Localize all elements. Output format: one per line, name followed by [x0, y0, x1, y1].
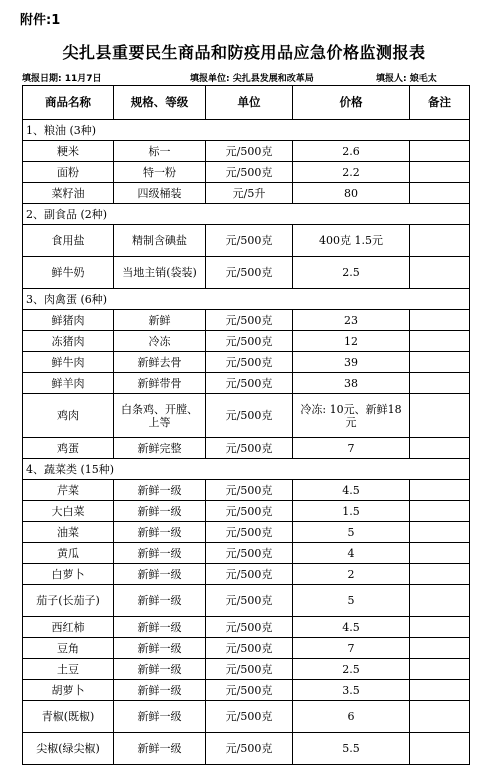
unit-cell: 元/500克	[206, 352, 293, 373]
unit-cell: 元/500克	[206, 585, 293, 617]
spec-cell: 特一粉	[114, 162, 206, 183]
table-row	[23, 617, 470, 638]
section-row	[23, 204, 470, 225]
unit-cell: 元/500克	[206, 331, 293, 352]
product-name-cell: 粳米	[23, 141, 114, 162]
price-cell: 23	[293, 310, 410, 331]
remark-cell	[410, 373, 470, 394]
fill-unit: 填报单位: 尖扎县发展和改革局	[190, 74, 314, 84]
remark-cell	[410, 733, 470, 765]
section-title: 1、粮油 (3种)	[23, 120, 470, 141]
product-name-cell: 尖椒(绿尖椒)	[23, 733, 114, 765]
spec-cell: 精制含碘盐	[114, 225, 206, 257]
product-name-cell: 面粉	[23, 162, 114, 183]
spec-cell: 新鲜一级	[114, 659, 206, 680]
price-cell: 80	[293, 183, 410, 204]
unit-cell: 元/500克	[206, 564, 293, 585]
table-header-row	[23, 86, 470, 120]
unit-cell: 元/5升	[206, 183, 293, 204]
header-spec-grade: 规格、等级	[114, 86, 206, 120]
table-row	[23, 257, 470, 289]
product-name-cell: 鸡蛋	[23, 438, 114, 459]
table-row	[23, 438, 470, 459]
table-row	[23, 733, 470, 765]
price-cell: 4.5	[293, 617, 410, 638]
spec-cell: 新鲜一级	[114, 585, 206, 617]
spec-cell: 冷冻	[114, 331, 206, 352]
price-cell: 2	[293, 564, 410, 585]
remark-cell	[410, 162, 470, 183]
price-cell: 6	[293, 701, 410, 733]
product-name-cell: 菜籽油	[23, 183, 114, 204]
unit-cell: 元/500克	[206, 701, 293, 733]
table-row	[23, 162, 470, 183]
table-row	[23, 701, 470, 733]
remark-cell	[410, 522, 470, 543]
spec-cell: 新鲜一级	[114, 701, 206, 733]
product-name-cell: 鲜羊肉	[23, 373, 114, 394]
product-name-cell: 茄子(长茄子)	[23, 585, 114, 617]
unit-cell: 元/500克	[206, 659, 293, 680]
spec-cell: 新鲜	[114, 310, 206, 331]
remark-cell	[410, 331, 470, 352]
price-cell: 2.5	[293, 257, 410, 289]
table-row	[23, 585, 470, 617]
spec-cell: 新鲜去骨	[114, 352, 206, 373]
report-title: 尖扎县重要民生商品和防疫用品应急价格监测报表	[62, 43, 426, 62]
section-title: 2、副食品 (2种)	[23, 204, 470, 225]
remark-cell	[410, 480, 470, 501]
spec-cell: 新鲜完整	[114, 438, 206, 459]
fill-date: 填报日期: 11月7日	[22, 74, 102, 84]
table-row	[23, 394, 470, 438]
product-name-cell: 白萝卜	[23, 564, 114, 585]
remark-cell	[410, 680, 470, 701]
remark-cell	[410, 438, 470, 459]
price-cell: 2.5	[293, 659, 410, 680]
section-row	[23, 459, 470, 480]
unit-cell: 元/500克	[206, 225, 293, 257]
spec-cell: 新鲜一级	[114, 680, 206, 701]
unit-cell: 元/500克	[206, 680, 293, 701]
remark-cell	[410, 352, 470, 373]
spec-cell: 当地主销(袋装)	[114, 257, 206, 289]
product-name-cell: 大白菜	[23, 501, 114, 522]
price-cell: 冷冻: 10元、新鲜18元	[293, 394, 410, 438]
product-name-cell: 鲜牛奶	[23, 257, 114, 289]
header-unit: 单位	[206, 86, 293, 120]
price-cell: 4	[293, 543, 410, 564]
table-row	[23, 310, 470, 331]
unit-cell: 元/500克	[206, 373, 293, 394]
price-cell: 5	[293, 585, 410, 617]
price-cell: 2.2	[293, 162, 410, 183]
spec-cell: 新鲜一级	[114, 638, 206, 659]
product-name-cell: 冻猪肉	[23, 331, 114, 352]
spec-cell: 白条鸡、开膛、上等	[114, 394, 206, 438]
price-cell: 4.5	[293, 480, 410, 501]
unit-cell: 元/500克	[206, 257, 293, 289]
table-row	[23, 522, 470, 543]
remark-cell	[410, 394, 470, 438]
remark-cell	[410, 585, 470, 617]
remark-cell	[410, 701, 470, 733]
spec-cell: 新鲜一级	[114, 564, 206, 585]
spec-cell: 新鲜带骨	[114, 373, 206, 394]
filler-name: 填报人: 娘毛太	[376, 74, 437, 84]
unit-cell: 元/500克	[206, 438, 293, 459]
table-row	[23, 680, 470, 701]
price-cell: 5	[293, 522, 410, 543]
spec-cell: 新鲜一级	[114, 543, 206, 564]
product-name-cell: 黄瓜	[23, 543, 114, 564]
remark-cell	[410, 659, 470, 680]
table-row	[23, 543, 470, 564]
unit-cell: 元/500克	[206, 141, 293, 162]
price-cell: 12	[293, 331, 410, 352]
product-name-cell: 鸡肉	[23, 394, 114, 438]
price-cell: 3.5	[293, 680, 410, 701]
price-cell: 5.5	[293, 733, 410, 765]
unit-cell: 元/500克	[206, 310, 293, 331]
price-cell: 1.5	[293, 501, 410, 522]
spec-cell: 标一	[114, 141, 206, 162]
price-cell: 38	[293, 373, 410, 394]
unit-cell: 元/500克	[206, 480, 293, 501]
table-row	[23, 352, 470, 373]
section-row	[23, 289, 470, 310]
product-name-cell: 食用盐	[23, 225, 114, 257]
unit-cell: 元/500克	[206, 638, 293, 659]
unit-cell: 元/500克	[206, 162, 293, 183]
table-row	[23, 225, 470, 257]
product-name-cell: 青椒(既椒)	[23, 701, 114, 733]
table-row	[23, 141, 470, 162]
attachment-label: 附件:1	[20, 13, 61, 28]
header-product-name: 商品名称	[23, 86, 114, 120]
price-cell: 7	[293, 638, 410, 659]
price-cell: 7	[293, 438, 410, 459]
spec-cell: 新鲜一级	[114, 733, 206, 765]
section-row	[23, 120, 470, 141]
product-name-cell: 土豆	[23, 659, 114, 680]
table-row	[23, 331, 470, 352]
spec-cell: 新鲜一级	[114, 501, 206, 522]
unit-cell: 元/500克	[206, 501, 293, 522]
unit-cell: 元/500克	[206, 543, 293, 564]
spec-cell: 新鲜一级	[114, 522, 206, 543]
remark-cell	[410, 183, 470, 204]
unit-cell: 元/500克	[206, 733, 293, 765]
table-row	[23, 638, 470, 659]
unit-cell: 元/500克	[206, 617, 293, 638]
table-body	[23, 120, 470, 765]
price-cell: 400克 1.5元	[293, 225, 410, 257]
unit-cell: 元/500克	[206, 522, 293, 543]
price-cell: 2.6	[293, 141, 410, 162]
table-row	[23, 564, 470, 585]
header-remark: 备注	[410, 86, 470, 120]
price-table	[22, 85, 470, 765]
product-name-cell: 鲜牛肉	[23, 352, 114, 373]
price-cell: 39	[293, 352, 410, 373]
section-title: 3、肉禽蛋 (6种)	[23, 289, 470, 310]
product-name-cell: 油菜	[23, 522, 114, 543]
spec-cell: 新鲜一级	[114, 480, 206, 501]
table-row	[23, 501, 470, 522]
product-name-cell: 西红柿	[23, 617, 114, 638]
remark-cell	[410, 310, 470, 331]
unit-cell: 元/500克	[206, 394, 293, 438]
table-row	[23, 659, 470, 680]
product-name-cell: 胡萝卜	[23, 680, 114, 701]
remark-cell	[410, 141, 470, 162]
spec-cell: 新鲜一级	[114, 617, 206, 638]
product-name-cell: 豆角	[23, 638, 114, 659]
remark-cell	[410, 501, 470, 522]
table-row	[23, 480, 470, 501]
product-name-cell: 芹菜	[23, 480, 114, 501]
spec-cell: 四级桶装	[114, 183, 206, 204]
remark-cell	[410, 638, 470, 659]
remark-cell	[410, 564, 470, 585]
table-row	[23, 183, 470, 204]
header-price: 价格	[293, 86, 410, 120]
table-row	[23, 373, 470, 394]
product-name-cell: 鲜猪肉	[23, 310, 114, 331]
remark-cell	[410, 225, 470, 257]
section-title: 4、蔬菜类 (15种)	[23, 459, 470, 480]
remark-cell	[410, 257, 470, 289]
remark-cell	[410, 543, 470, 564]
remark-cell	[410, 617, 470, 638]
